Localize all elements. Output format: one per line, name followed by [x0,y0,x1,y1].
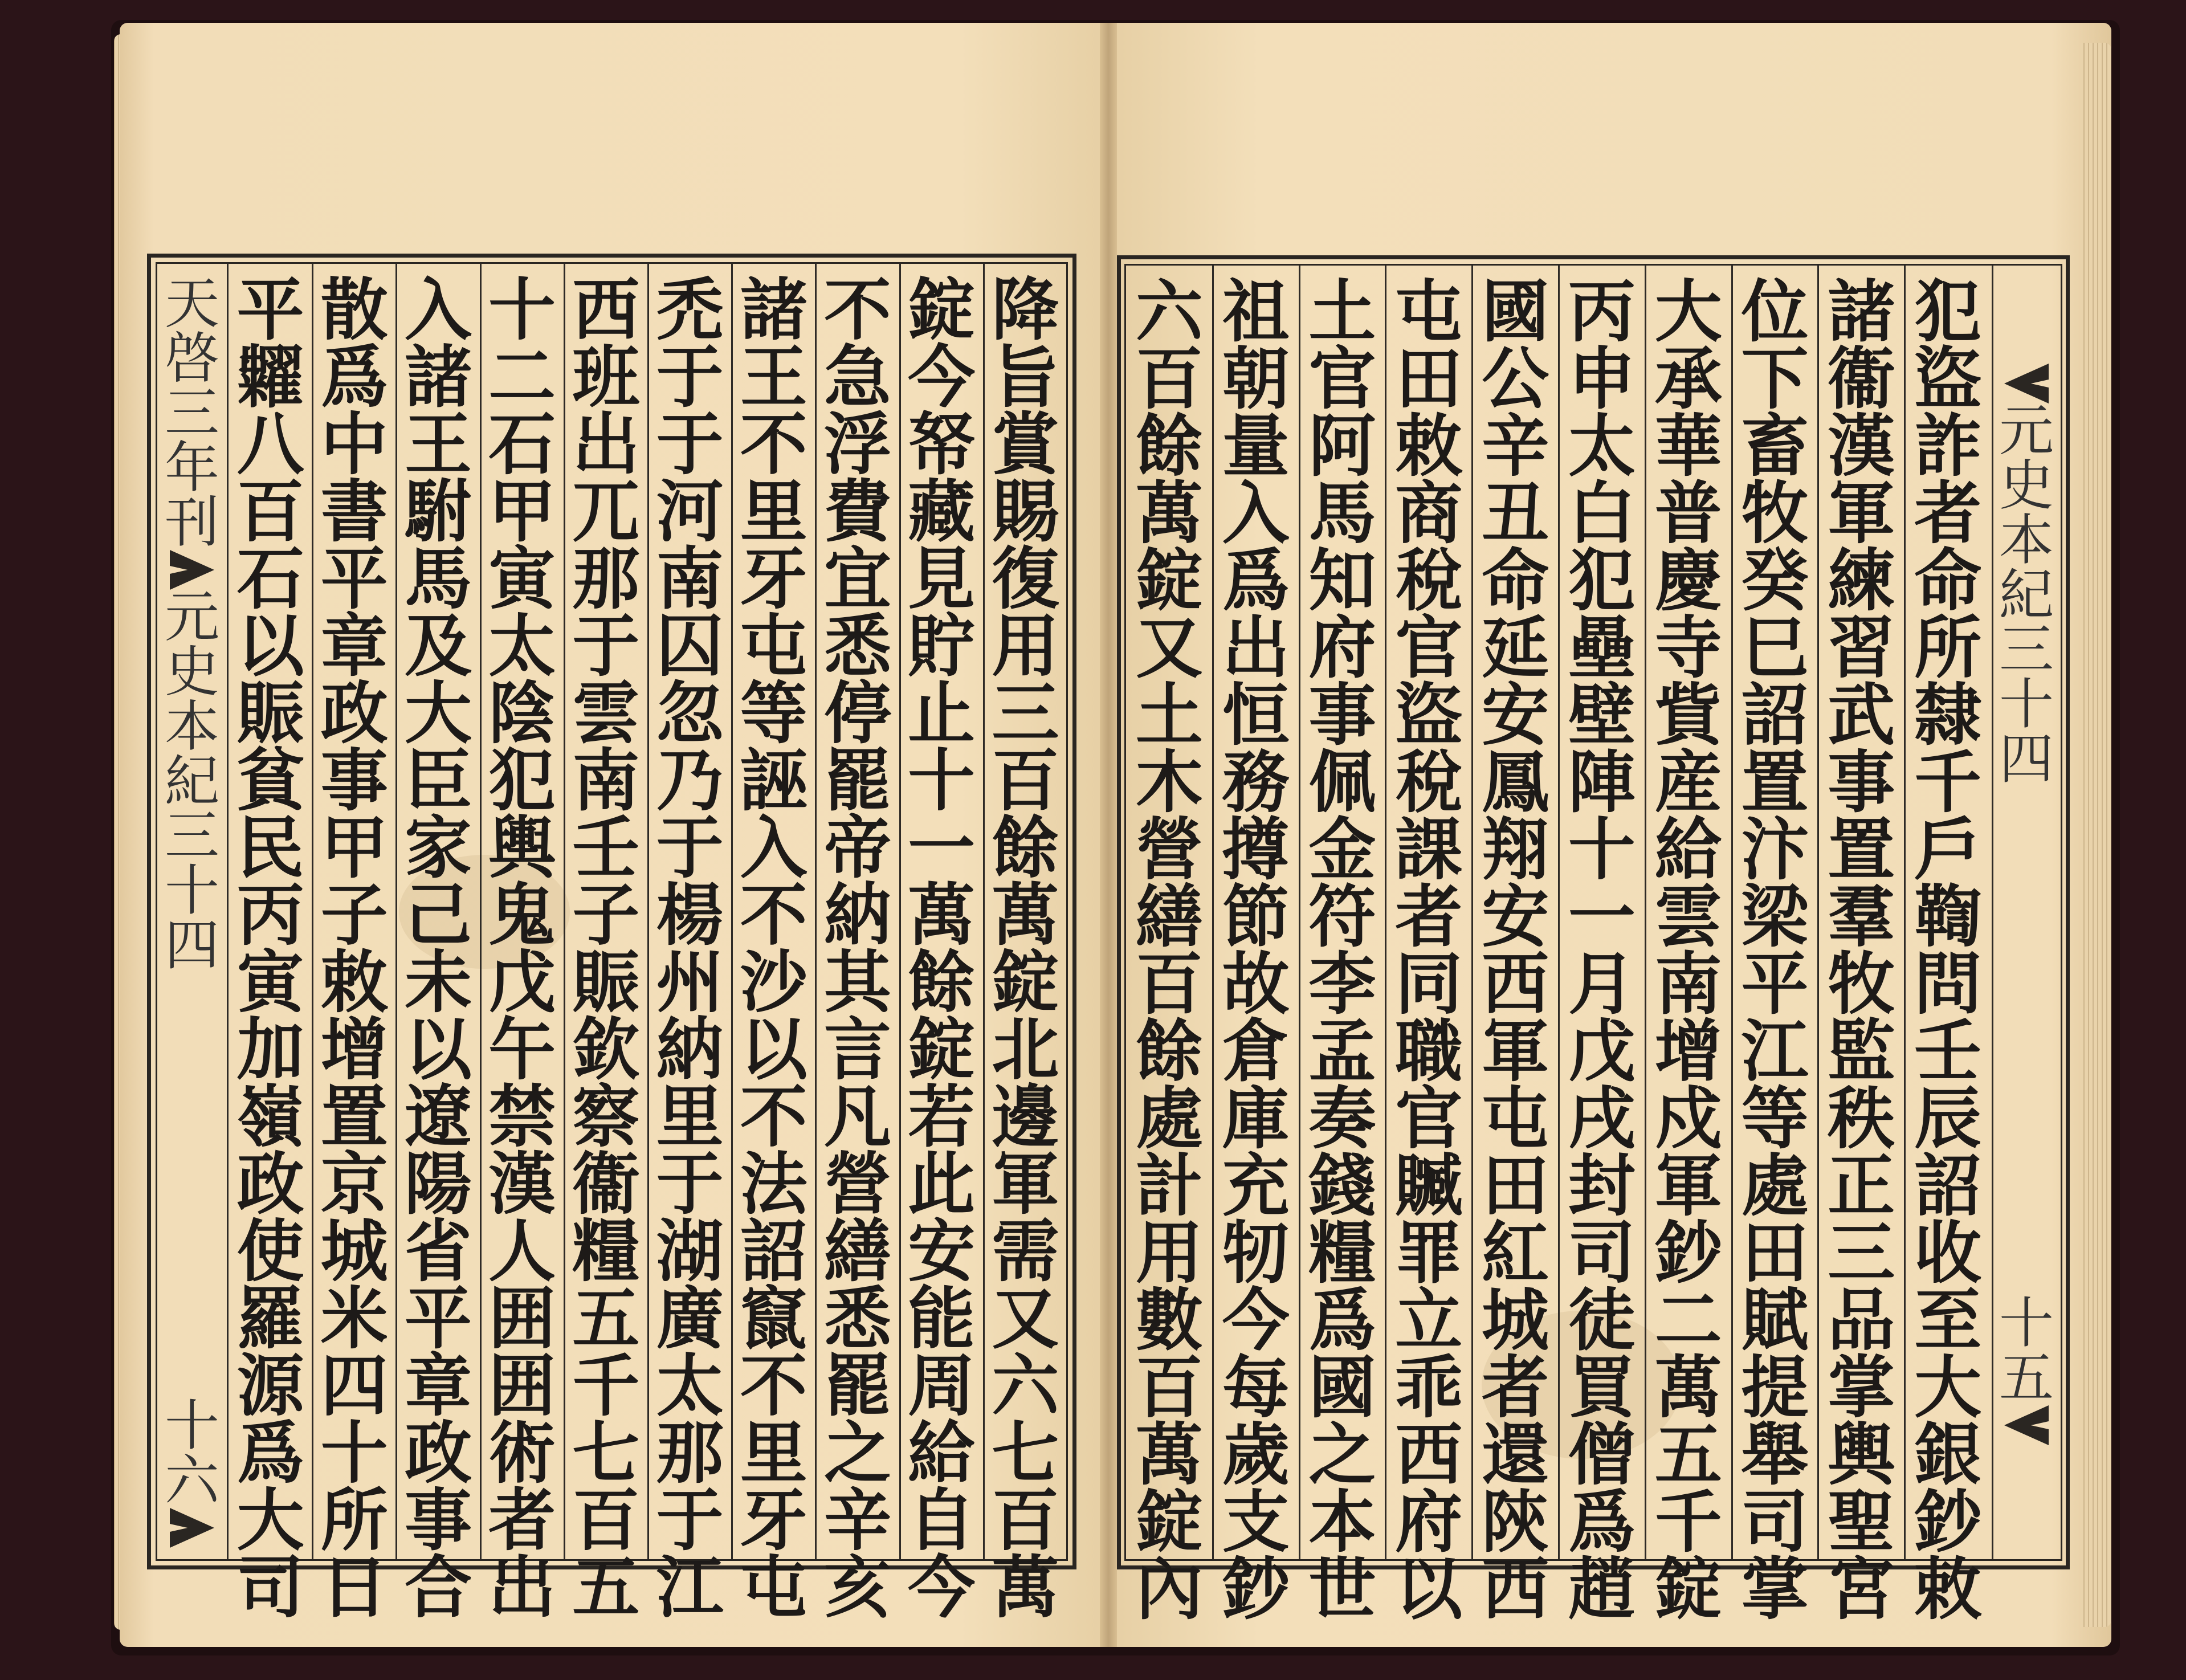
right-inner-border [1124,264,2062,1629]
left-text-frame [147,254,1076,1627]
text-column: 諸 王 不 里 牙 屯 等 誣 入 不 沙 以 不 法 詔 竄 不 里 牙 屯 [740,270,807,1627]
folio-number: 十 六 [165,1394,219,1512]
right-page-edges [2080,43,2111,1627]
text-column: 降 旨 賞 賜 復 用 三 百 餘 萬 錠 北 邊 軍 需 又 六 七 百 萬 [992,270,1059,1627]
book-gutter [1100,23,1117,1647]
edition-label: 天 啓 三 年 刊 [165,272,219,554]
column-rule [1992,266,1993,1559]
text-column: 犯 盜 詐 者 命 所 隸 千 戶 鞫 問 壬 辰 詔 收 至 大 銀 鈔 敕 [1914,272,1982,1629]
text-column: 不 急 浮 費 宜 悉 停 罷 帝 納 其 言 凡 營 繕 悉 罷 之 辛 亥 [823,270,891,1627]
text-column: 錠 今 帑 藏 見 貯 止 十 一 萬 餘 錠 若 此 安 能 周 給 自 今 [908,270,976,1627]
text-column: 西 班 出 兀 那 于 雲 南 壬 子 賑 欽 察 衞 糧 五 千 七 百 五 [572,270,640,1627]
text-column: 禿 于 于 河 南 囚 忽 乃 于 楊 州 納 里 于 湖 廣 太 那 于 江 [656,270,724,1627]
book-title-label: 元 史 本 紀 三 十 四 [165,585,219,977]
fishtail-mark [2004,1405,2049,1445]
text-column: 十 二 石 甲 寅 太 陰 犯 輿 鬼 戊 午 禁 漢 人 囲 囲 術 者 出 [488,270,556,1627]
left-margin-column [161,264,223,1559]
text-column: 平 糶 八 百 石 以 賑 貧 民 丙 寅 加 嶺 政 使 羅 源 爲 大 司 [236,270,304,1627]
folio-number: 十 五 [1999,1291,2054,1410]
text-column: 入 諸 王 駙 馬 及 大 臣 家 己 未 以 遼 陽 省 平 章 政 事 合 [404,270,472,1627]
text-column: 土 官 阿 馬 知 府 事 佩 金 符 李 孟 奏 錢 糧 爲 國 之 本 世 [1308,272,1376,1629]
text-column: 祖 朝 量 入 爲 出 恒 務 撙 節 故 倉 庫 充 牣 今 每 歲 支 鈔 [1222,272,1290,1629]
text-column: 位 下 畜 牧 癸 巳 詔 置 汴 梁 平 江 等 處 田 賦 提 舉 司 掌 [1741,272,1809,1629]
fishtail-mark [170,550,214,590]
text-column: 國 公 辛 丑 命 延 安 鳳 翔 安 西 軍 屯 田 紅 城 者 還 陝 西 [1482,272,1549,1629]
fishtail-mark [170,1508,214,1548]
text-column: 丙 申 太 白 犯 壘 壁 陣 十 一 月 戊 戌 封 司 徒 買 僧 爲 趙 [1568,272,1636,1629]
text-column: 散 爲 中 書 平 章 政 事 甲 子 敕 增 置 京 城 米 四 十 所 日 [320,270,388,1627]
fishtail-mark [2004,364,2049,403]
book-title-label: 元 史 本 紀 三 十 四 [1999,399,2054,791]
text-column: 大 承 華 普 慶 寺 貲 産 給 雲 南 增 戍 軍 鈔 二 萬 五 千 錠 [1654,272,1722,1629]
text-column: 屯 田 敕 商 稅 官 盜 稅 課 者 同 職 官 贓 罪 立 乖 西 府 以 [1395,272,1463,1629]
text-column: 諸 衞 漢 軍 練 習 武 事 置 羣 牧 監 秩 正 三 品 掌 輿 聖 宮 [1828,272,1895,1629]
right-margin-column [1996,266,2057,1559]
text-column: 六 百 餘 萬 錠 又 土 木 營 繕 百 餘 處 計 用 數 百 萬 錠 內 [1135,272,1203,1629]
right-text-frame [1117,255,2070,1629]
left-inner-border [156,262,1068,1627]
